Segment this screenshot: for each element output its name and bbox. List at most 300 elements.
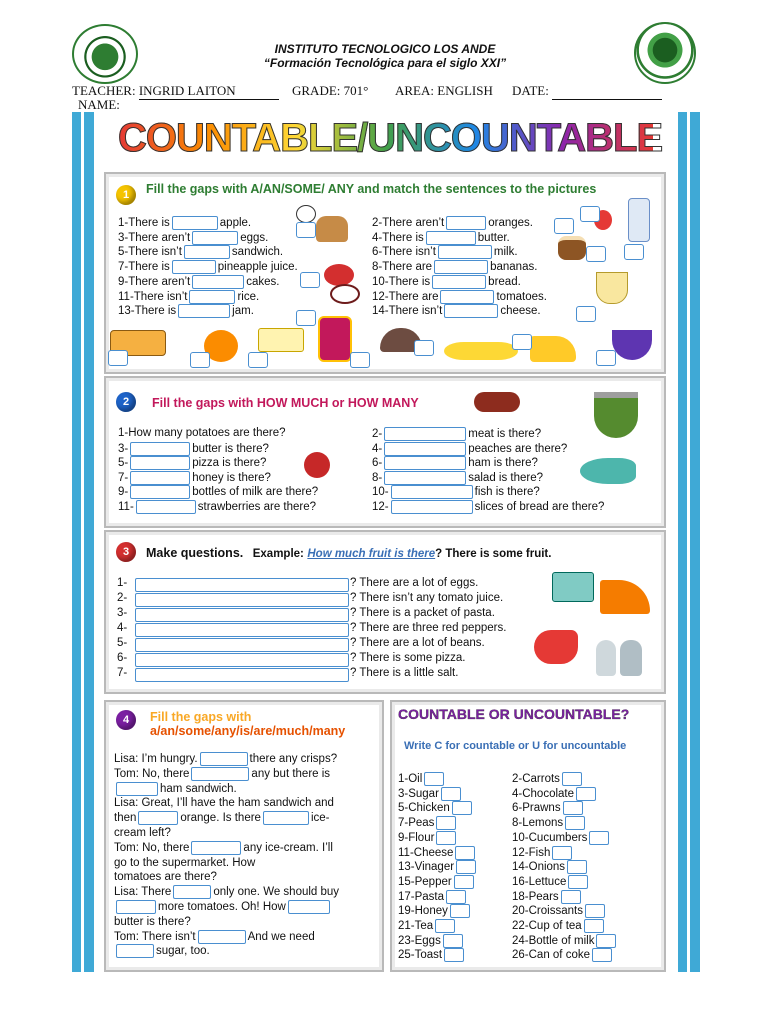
jam-icon bbox=[318, 316, 352, 362]
s2-item bbox=[118, 456, 266, 470]
gap-input[interactable] bbox=[116, 782, 158, 796]
cu-item bbox=[398, 890, 468, 904]
gap-input[interactable] bbox=[136, 500, 196, 514]
dialogue-text: tomatoes are there? bbox=[114, 871, 217, 884]
s2-item bbox=[372, 427, 541, 441]
s1-item bbox=[118, 304, 254, 318]
s3-item-number: 7- bbox=[117, 667, 128, 679]
s1-item bbox=[118, 231, 268, 245]
gap-input[interactable] bbox=[138, 811, 178, 825]
match-box[interactable] bbox=[414, 340, 434, 356]
gap-input[interactable] bbox=[561, 890, 581, 904]
s1-item-prefix: 11-There isn’t bbox=[118, 290, 188, 303]
s1-item-suffix: oranges. bbox=[488, 217, 533, 230]
example-label: Example: bbox=[252, 548, 304, 560]
s1-item-prefix: 5-There isn’t bbox=[118, 246, 182, 259]
fish-icon bbox=[580, 458, 636, 484]
s2-item-prefix: 5- bbox=[118, 457, 129, 470]
dialogue-line bbox=[114, 944, 210, 959]
s2-item-suffix: honey is there? bbox=[192, 471, 271, 484]
s2-item bbox=[372, 456, 538, 470]
gap-input[interactable] bbox=[200, 752, 248, 766]
cu-item bbox=[512, 846, 574, 860]
dialogue-text: then bbox=[114, 812, 137, 825]
name-label: NAME: bbox=[78, 97, 120, 112]
tomatoes-icon bbox=[324, 264, 354, 286]
s2-item bbox=[118, 442, 269, 456]
cu-item bbox=[398, 875, 476, 889]
dialogue-text: Tom: No, there bbox=[114, 767, 190, 780]
salad-icon bbox=[594, 392, 638, 438]
cu-word: 14-Onions bbox=[512, 861, 566, 874]
cu-item bbox=[512, 934, 618, 948]
gap-input[interactable] bbox=[130, 485, 190, 499]
s1-item-suffix: sandwich. bbox=[231, 246, 284, 259]
s3-item-number: 5- bbox=[117, 637, 128, 649]
s1-item-prefix: 2-There aren’t bbox=[372, 217, 445, 230]
pepper-shaker-icon bbox=[620, 640, 642, 676]
cu-word: 6-Prawns bbox=[512, 802, 561, 815]
gap-input[interactable] bbox=[443, 934, 463, 948]
cu-word: 8-Lemons bbox=[512, 817, 564, 830]
gap-input[interactable] bbox=[130, 456, 190, 470]
match-box[interactable] bbox=[248, 352, 268, 368]
section-1-number-icon: 1 bbox=[116, 185, 136, 205]
gap-input[interactable] bbox=[585, 904, 605, 918]
cu-word: 3-Sugar bbox=[398, 787, 439, 800]
cu-word: 24-Bottle of milk bbox=[512, 934, 595, 947]
cu-word: 15-Pepper bbox=[398, 875, 452, 888]
s2-item-prefix: 2- bbox=[372, 428, 383, 441]
s3-item-number: 6- bbox=[117, 652, 128, 664]
gap-input[interactable] bbox=[192, 231, 238, 245]
cu-word: 11-Cheese bbox=[398, 846, 454, 859]
cu-word: 10-Cucumbers bbox=[512, 831, 588, 844]
s2-item-suffix: salad is there? bbox=[468, 471, 544, 484]
example-answer: ? There is some fruit. bbox=[435, 548, 552, 560]
s1-item-suffix: bananas. bbox=[490, 261, 538, 274]
cu-item bbox=[512, 875, 590, 889]
dialogue-text: Lisa: Great, I’ll have the ham sandwich and bbox=[114, 797, 334, 810]
gap-input[interactable] bbox=[455, 846, 475, 860]
cu-word: 22-Cup of tea bbox=[512, 920, 582, 933]
gap-input[interactable] bbox=[384, 427, 466, 441]
dialogue-text: butter is there? bbox=[114, 915, 191, 928]
s3-question-input[interactable] bbox=[135, 578, 349, 592]
cu-item bbox=[512, 948, 614, 962]
s3-item-number: 1- bbox=[117, 577, 128, 589]
section-5-heading: COUNTABLE OR UNCOUNTABLE? bbox=[398, 706, 630, 722]
dialogue-line bbox=[114, 856, 255, 871]
cu-item bbox=[398, 846, 477, 860]
gap-input[interactable] bbox=[384, 471, 466, 485]
s3-question-input[interactable] bbox=[135, 608, 349, 622]
dialogue-line bbox=[114, 796, 334, 811]
s1-item-prefix: 14-There isn’t bbox=[372, 305, 443, 318]
gap-input[interactable] bbox=[130, 442, 190, 456]
meat-icon bbox=[474, 392, 520, 412]
gap-input[interactable] bbox=[444, 304, 498, 318]
date-label: DATE: bbox=[512, 83, 549, 98]
gap-input[interactable] bbox=[391, 500, 473, 514]
s1-item-prefix: 7-There is bbox=[118, 261, 170, 274]
cu-item bbox=[512, 816, 587, 830]
cu-item bbox=[512, 860, 589, 874]
dialogue-line bbox=[114, 826, 171, 841]
dialogue-text: Lisa: There bbox=[114, 886, 172, 899]
s2-item bbox=[372, 471, 543, 485]
s1-item-suffix: bread. bbox=[488, 275, 521, 288]
s2-item-suffix: meat is there? bbox=[468, 428, 542, 441]
s2-item-suffix: ham is there? bbox=[468, 457, 538, 470]
s2-item-prefix: 9- bbox=[118, 486, 129, 499]
match-box[interactable] bbox=[624, 244, 644, 260]
dialogue-text: go to the supermarket. How bbox=[114, 856, 256, 869]
s2-item-prefix: 7- bbox=[118, 471, 129, 484]
cu-item bbox=[398, 787, 463, 801]
s1-item-suffix: milk. bbox=[493, 246, 518, 259]
s2-item bbox=[372, 485, 540, 499]
gap-input[interactable] bbox=[173, 885, 211, 899]
match-box[interactable] bbox=[296, 222, 316, 238]
peppers-icon bbox=[534, 630, 578, 664]
dialogue-line bbox=[114, 930, 315, 945]
dialogue-text: Tom: There isn’t bbox=[114, 930, 196, 943]
s3-question-input[interactable] bbox=[135, 668, 349, 682]
s2-item bbox=[118, 485, 318, 499]
gap-input[interactable] bbox=[436, 831, 456, 845]
dialogue-text: orange. Is there bbox=[180, 812, 261, 825]
cu-word: 16-Lettuce bbox=[512, 875, 567, 888]
cu-word: 7-Peas bbox=[398, 817, 435, 830]
s2-item-suffix: strawberries are there? bbox=[197, 501, 317, 514]
s1-item-prefix: 1-There is bbox=[118, 217, 170, 230]
gap-input[interactable] bbox=[189, 290, 235, 304]
s1-item-prefix: 13-There is bbox=[118, 305, 177, 318]
s2-item bbox=[372, 442, 567, 456]
gap-input[interactable] bbox=[592, 948, 612, 962]
school-logo-right bbox=[634, 22, 696, 84]
grade-text: GRADE: 701° bbox=[292, 83, 369, 98]
gap-input[interactable] bbox=[130, 471, 190, 485]
cu-word: 12-Fish bbox=[512, 846, 551, 859]
school-logo-left bbox=[72, 24, 138, 84]
s2-item-prefix: 8- bbox=[372, 471, 383, 484]
match-box[interactable] bbox=[554, 218, 574, 234]
s1-item-suffix: butter. bbox=[477, 231, 510, 244]
s2-item-prefix: 4- bbox=[372, 442, 383, 455]
section-2-number-icon: 2 bbox=[116, 392, 136, 412]
gap-input[interactable] bbox=[452, 801, 472, 815]
s1-item-prefix: 9-There aren’t bbox=[118, 275, 191, 288]
strawberries-icon bbox=[304, 452, 330, 478]
left-border-stripe bbox=[72, 112, 94, 972]
match-box[interactable] bbox=[350, 352, 370, 368]
match-box[interactable] bbox=[190, 352, 210, 368]
s3-item-answer: ? There is a packet of pasta. bbox=[350, 607, 495, 619]
s3-item-answer: ? There are three red peppers. bbox=[350, 622, 507, 634]
section-4-number-icon: 4 bbox=[116, 710, 136, 730]
s3-question-input[interactable] bbox=[135, 623, 349, 637]
cu-item bbox=[512, 904, 607, 918]
date-line bbox=[512, 83, 662, 100]
dialogue-line bbox=[114, 811, 329, 826]
gap-input[interactable] bbox=[438, 245, 492, 259]
school-name: INSTITUTO TECNOLOGICO LOS ANDE bbox=[274, 42, 496, 56]
s2-item-suffix: slices of bread are there? bbox=[474, 501, 605, 514]
salt-icon bbox=[596, 640, 616, 676]
cu-word: 21-Tea bbox=[398, 920, 434, 933]
section-2-heading: Fill the gaps with HOW MUCH or HOW MANY bbox=[152, 396, 419, 410]
gap-input[interactable] bbox=[446, 890, 466, 904]
cu-item bbox=[398, 831, 458, 845]
s1-item bbox=[118, 290, 259, 304]
cu-item bbox=[512, 831, 611, 845]
school-motto: “Formación Tecnológica para el siglo XXI” bbox=[263, 56, 507, 70]
egg-icon bbox=[296, 205, 316, 223]
bananas-icon bbox=[444, 342, 518, 360]
s1-item-suffix: eggs. bbox=[240, 231, 269, 244]
dialogue-line bbox=[114, 767, 330, 782]
s1-item-prefix: 3-There aren’t bbox=[118, 231, 191, 244]
cu-item bbox=[398, 801, 474, 815]
cu-item bbox=[398, 948, 466, 962]
gap-input[interactable] bbox=[172, 260, 216, 274]
teacher-name: INGRID LAITON bbox=[139, 83, 279, 100]
gap-input[interactable] bbox=[184, 245, 230, 259]
cu-item bbox=[512, 801, 585, 815]
gap-input[interactable] bbox=[288, 900, 330, 914]
gap-input[interactable] bbox=[568, 875, 588, 889]
cu-item bbox=[398, 860, 478, 874]
s2-item-prefix: 11- bbox=[118, 501, 134, 514]
dialogue-line bbox=[114, 752, 337, 767]
gap-input[interactable] bbox=[454, 875, 474, 889]
s1-item-suffix: pineapple juice. bbox=[217, 261, 298, 274]
match-box[interactable] bbox=[512, 334, 532, 350]
s1-item-prefix: 8-There are bbox=[372, 261, 433, 274]
dialogue-text: more tomatoes. Oh! How bbox=[158, 901, 286, 914]
sandwich-icon bbox=[558, 236, 586, 260]
gap-input[interactable] bbox=[434, 260, 488, 274]
egg-box-icon bbox=[552, 572, 594, 602]
s3-question-input[interactable] bbox=[135, 638, 349, 652]
match-box[interactable] bbox=[108, 350, 128, 366]
s1-item-prefix: 10-There is bbox=[372, 275, 431, 288]
s3-item-number: 2- bbox=[117, 592, 128, 604]
cu-item bbox=[512, 772, 584, 786]
s1-item bbox=[372, 275, 521, 289]
s3-item-answer: ? There are a lot of beans. bbox=[350, 637, 485, 649]
section-1-heading: Fill the gaps with A/AN/SOME/ ANY and match the sentences to the pictures bbox=[146, 182, 597, 196]
gap-input[interactable] bbox=[440, 290, 494, 304]
cu-word: 23-Eggs bbox=[398, 934, 441, 947]
section-5-instruction: Write C for countable or U for uncountable bbox=[404, 740, 627, 752]
gap-input[interactable] bbox=[198, 930, 246, 944]
s1-item-suffix: cheese. bbox=[500, 305, 541, 318]
gap-input[interactable] bbox=[552, 846, 572, 860]
s1-item-suffix: jam. bbox=[232, 305, 254, 318]
s2-item bbox=[118, 427, 285, 439]
gap-input[interactable] bbox=[444, 948, 464, 962]
section-3-heading: Make questions. bbox=[146, 546, 244, 560]
cu-word: 17-Pasta bbox=[398, 890, 445, 903]
s3-question-input[interactable] bbox=[135, 653, 349, 667]
gap-input[interactable] bbox=[263, 811, 309, 825]
gap-input[interactable] bbox=[391, 485, 473, 499]
gap-input[interactable] bbox=[192, 275, 244, 289]
dialogue-line bbox=[114, 915, 191, 930]
gap-input[interactable] bbox=[596, 934, 616, 948]
s1-item bbox=[372, 304, 541, 318]
juice-icon bbox=[596, 272, 628, 304]
apple-icon bbox=[330, 284, 360, 304]
s1-item bbox=[372, 231, 510, 245]
dialogue-text: only one. We should buy bbox=[213, 886, 340, 899]
worksheet-title: COUNTABLE/UNCOUNTABLE bbox=[118, 116, 653, 168]
match-box[interactable] bbox=[576, 306, 596, 322]
section-4-heading-1: Fill the gaps with bbox=[150, 710, 252, 724]
gap-input[interactable] bbox=[567, 860, 587, 874]
cu-word: 25-Toast bbox=[398, 949, 443, 962]
gap-input[interactable] bbox=[432, 275, 486, 289]
match-box[interactable] bbox=[586, 246, 606, 262]
gap-input[interactable] bbox=[191, 767, 249, 781]
s1-item-prefix: 12-There are bbox=[372, 290, 439, 303]
cu-item bbox=[398, 919, 457, 933]
s3-item-answer: ? There isn’t any tomato juice. bbox=[350, 592, 504, 604]
gap-input[interactable] bbox=[172, 216, 218, 230]
s1-item-suffix: tomatoes. bbox=[496, 290, 547, 303]
cu-word: 18-Pears bbox=[512, 890, 559, 903]
cheese-icon bbox=[530, 336, 576, 362]
dialogue-text: ham sandwich. bbox=[160, 782, 237, 795]
section-3-number-icon: 3 bbox=[116, 542, 136, 562]
s2-item-prefix: 3- bbox=[118, 442, 129, 455]
gap-input[interactable] bbox=[426, 231, 476, 245]
section-4-heading-2: a/an/some/any/is/are/much/many bbox=[150, 724, 346, 738]
cu-item bbox=[512, 919, 606, 933]
dialogue-line bbox=[114, 870, 217, 885]
milk-icon bbox=[628, 198, 650, 242]
gap-input[interactable] bbox=[450, 904, 470, 918]
s1-item bbox=[118, 275, 279, 289]
dialogue-line bbox=[114, 841, 333, 856]
s1-item bbox=[118, 245, 283, 259]
cu-item bbox=[398, 904, 472, 918]
s3-item-answer: ? There is some pizza. bbox=[350, 652, 466, 664]
s2-item-suffix: fish is there? bbox=[474, 486, 540, 499]
s2-item bbox=[118, 471, 271, 485]
cu-word: 26-Can of coke bbox=[512, 949, 590, 962]
gap-input[interactable] bbox=[384, 456, 466, 470]
s1-item-suffix: apple. bbox=[219, 217, 252, 230]
dialogue-text: sugar, too. bbox=[156, 945, 210, 958]
gap-input[interactable] bbox=[116, 900, 156, 914]
s2-item-suffix: pizza is there? bbox=[192, 457, 267, 470]
s1-item-suffix: rice. bbox=[237, 290, 260, 303]
dialogue-text: any ice-cream. I’ll bbox=[243, 841, 333, 854]
gap-input[interactable] bbox=[441, 787, 461, 801]
example-question: How much fruit is there bbox=[307, 548, 436, 560]
dialogue-text: there any crisps? bbox=[249, 753, 338, 766]
dialogue-text: Tom: No, there bbox=[114, 841, 190, 854]
cu-item bbox=[398, 816, 458, 830]
s1-item-prefix: 6-There isn’t bbox=[372, 246, 436, 259]
bread-icon bbox=[316, 216, 348, 242]
cu-word: 5-Chicken bbox=[398, 802, 450, 815]
cu-item bbox=[512, 890, 583, 904]
match-box[interactable] bbox=[296, 310, 316, 326]
s2-item-prefix: 10- bbox=[372, 486, 389, 499]
section-3-heading-line bbox=[146, 546, 551, 560]
cu-item bbox=[398, 772, 446, 786]
s1-item-prefix: 4-There is bbox=[372, 231, 424, 244]
dialogue-text: Lisa: I’m hungry. bbox=[114, 753, 198, 766]
dialogue-text: cream left? bbox=[114, 827, 171, 839]
gap-input[interactable] bbox=[562, 772, 582, 786]
s2-item-suffix: peaches are there? bbox=[468, 442, 568, 455]
gap-input[interactable] bbox=[563, 801, 583, 815]
gap-input[interactable] bbox=[456, 860, 476, 874]
dialogue-line bbox=[114, 900, 332, 915]
gap-input[interactable] bbox=[565, 816, 585, 830]
dialogue-text: any but there is bbox=[251, 767, 331, 780]
s3-item-answer: ? There is a little salt. bbox=[350, 667, 459, 679]
gap-input[interactable] bbox=[178, 304, 230, 318]
match-box[interactable] bbox=[580, 206, 600, 222]
gap-input[interactable] bbox=[424, 772, 444, 786]
cu-word: 4-Chocolate bbox=[512, 787, 575, 800]
cu-word: 9-Flour bbox=[398, 831, 435, 844]
s1-item bbox=[372, 216, 533, 230]
s3-item-number: 4- bbox=[117, 622, 128, 634]
match-box[interactable] bbox=[300, 272, 320, 288]
gap-input[interactable] bbox=[589, 831, 609, 845]
dialogue-text: ice- bbox=[310, 812, 330, 825]
gap-input[interactable] bbox=[384, 442, 466, 456]
gap-input[interactable] bbox=[191, 841, 241, 855]
date-field[interactable] bbox=[552, 83, 662, 100]
s2-item-suffix: bottles of milk are there? bbox=[192, 486, 319, 499]
gap-input[interactable] bbox=[435, 919, 455, 933]
s3-item-number: 3- bbox=[117, 607, 128, 619]
cu-item bbox=[398, 934, 465, 948]
gap-input[interactable] bbox=[584, 919, 604, 933]
gap-input[interactable] bbox=[446, 216, 486, 230]
cu-word: 13-Vinager bbox=[398, 861, 455, 874]
s3-question-input[interactable] bbox=[135, 593, 349, 607]
butter-icon bbox=[258, 328, 304, 352]
cu-word: 1-Oil bbox=[398, 773, 423, 786]
cu-item bbox=[512, 787, 598, 801]
gap-input[interactable] bbox=[116, 944, 154, 958]
gap-input[interactable] bbox=[576, 787, 596, 801]
s2-item-prefix: 6- bbox=[372, 457, 383, 470]
s2-item-prefix: 1-How many potatoes are there? bbox=[118, 427, 286, 439]
cu-word: 20-Croissants bbox=[512, 905, 583, 918]
area-text: AREA: ENGLISH bbox=[395, 83, 493, 98]
right-border-stripe bbox=[678, 112, 700, 972]
dialogue-line bbox=[114, 885, 339, 900]
match-box[interactable] bbox=[596, 350, 616, 366]
s2-item bbox=[118, 500, 316, 514]
s2-item-prefix: 12- bbox=[372, 501, 389, 514]
cu-word: 19-Honey bbox=[398, 905, 448, 918]
teacher-label: TEACHER: bbox=[72, 83, 136, 98]
dialogue-text: And we need bbox=[247, 930, 315, 943]
gap-input[interactable] bbox=[436, 816, 456, 830]
